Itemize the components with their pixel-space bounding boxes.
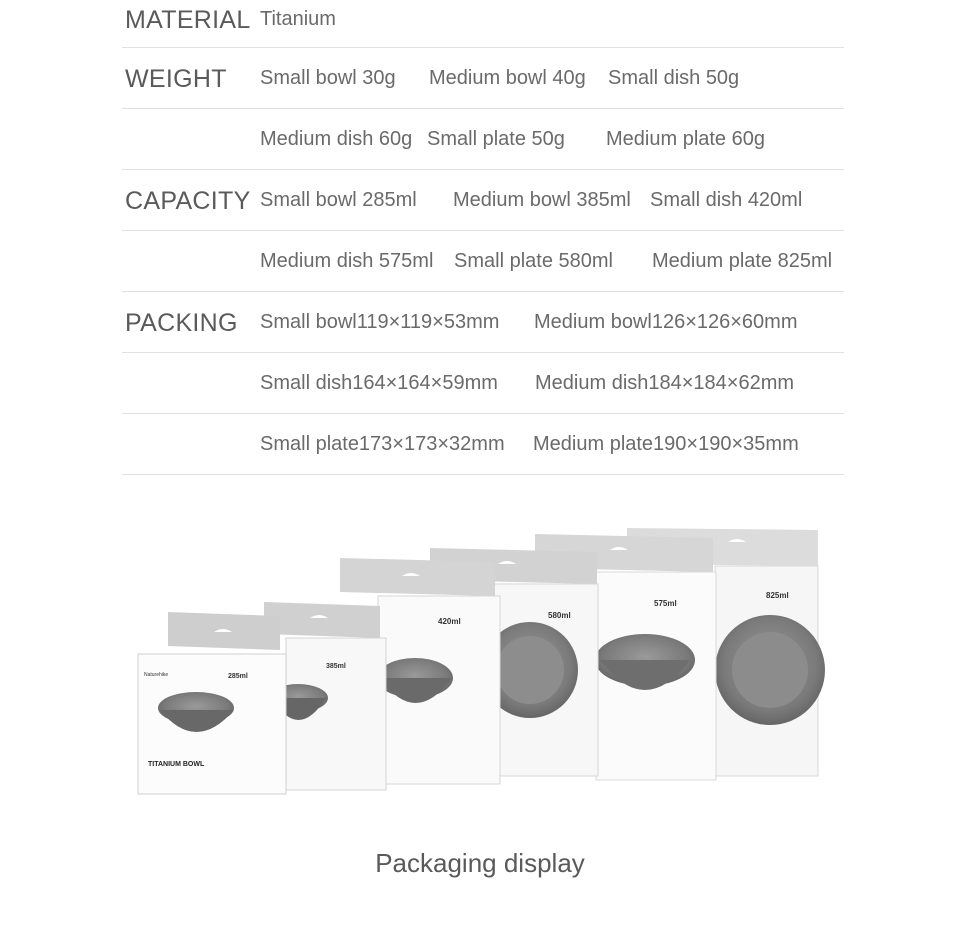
brand-logo: Naturehike bbox=[144, 672, 169, 678]
spec-value: Medium bowl 40g bbox=[429, 67, 586, 89]
box-capacity-label: 285ml bbox=[228, 673, 248, 680]
spec-value: Small plate 50g bbox=[427, 128, 565, 150]
box-capacity-label: 575ml bbox=[654, 599, 677, 608]
box-capacity-label: 825ml bbox=[766, 591, 789, 600]
spec-value: Small dish 50g bbox=[608, 67, 740, 89]
spec-row-packing-cont bbox=[122, 414, 844, 475]
spec-value: Small dish 420ml bbox=[650, 189, 803, 211]
spec-value: Small bowl 285ml bbox=[260, 189, 417, 211]
spec-value: Medium plate 825ml bbox=[652, 250, 833, 272]
packaging-photo bbox=[130, 520, 830, 810]
spec-label-packing: PACKING bbox=[125, 309, 238, 337]
spec-value: Small plate173×173×32mm bbox=[260, 433, 505, 455]
spec-value: Medium plate190×190×35mm bbox=[533, 433, 799, 455]
spec-value: Medium dish 575ml bbox=[260, 250, 434, 272]
box-capacity-label: 385ml bbox=[326, 663, 346, 670]
spec-value: Medium plate 60g bbox=[606, 128, 765, 150]
caption: Packaging display bbox=[375, 848, 585, 878]
spec-value: Small bowl119×119×53mm bbox=[260, 311, 500, 333]
spec-row-capacity bbox=[122, 170, 844, 231]
spec-value: Small plate 580ml bbox=[454, 250, 613, 272]
spec-row-weight-cont bbox=[122, 109, 844, 170]
spec-value: Medium bowl126×126×60mm bbox=[534, 311, 798, 333]
spec-value: Small bowl 30g bbox=[260, 67, 396, 89]
box-product-name: TITANIUM BOWL bbox=[148, 761, 205, 768]
spec-value: Titanium bbox=[260, 8, 336, 30]
spec-value: Medium bowl 385ml bbox=[453, 189, 631, 211]
spec-value: Medium dish184×184×62mm bbox=[535, 372, 795, 394]
spec-table bbox=[122, 0, 844, 475]
spec-row-packing bbox=[122, 292, 844, 353]
box-285ml bbox=[138, 612, 286, 794]
box-capacity-label: 420ml bbox=[438, 617, 461, 626]
box-capacity-label: 580ml bbox=[548, 611, 571, 620]
spec-value: Medium dish 60g bbox=[260, 128, 413, 150]
spec-value: Small dish164×164×59mm bbox=[260, 372, 498, 394]
spec-row-capacity-cont bbox=[122, 231, 844, 292]
spec-row-packing-cont bbox=[122, 353, 844, 414]
spec-label-material: MATERIAL bbox=[125, 6, 251, 34]
spec-row-weight bbox=[122, 48, 844, 109]
spec-row-material bbox=[122, 0, 844, 48]
spec-label-capacity: CAPACITY bbox=[125, 187, 251, 215]
spec-label-weight: WEIGHT bbox=[125, 65, 227, 93]
